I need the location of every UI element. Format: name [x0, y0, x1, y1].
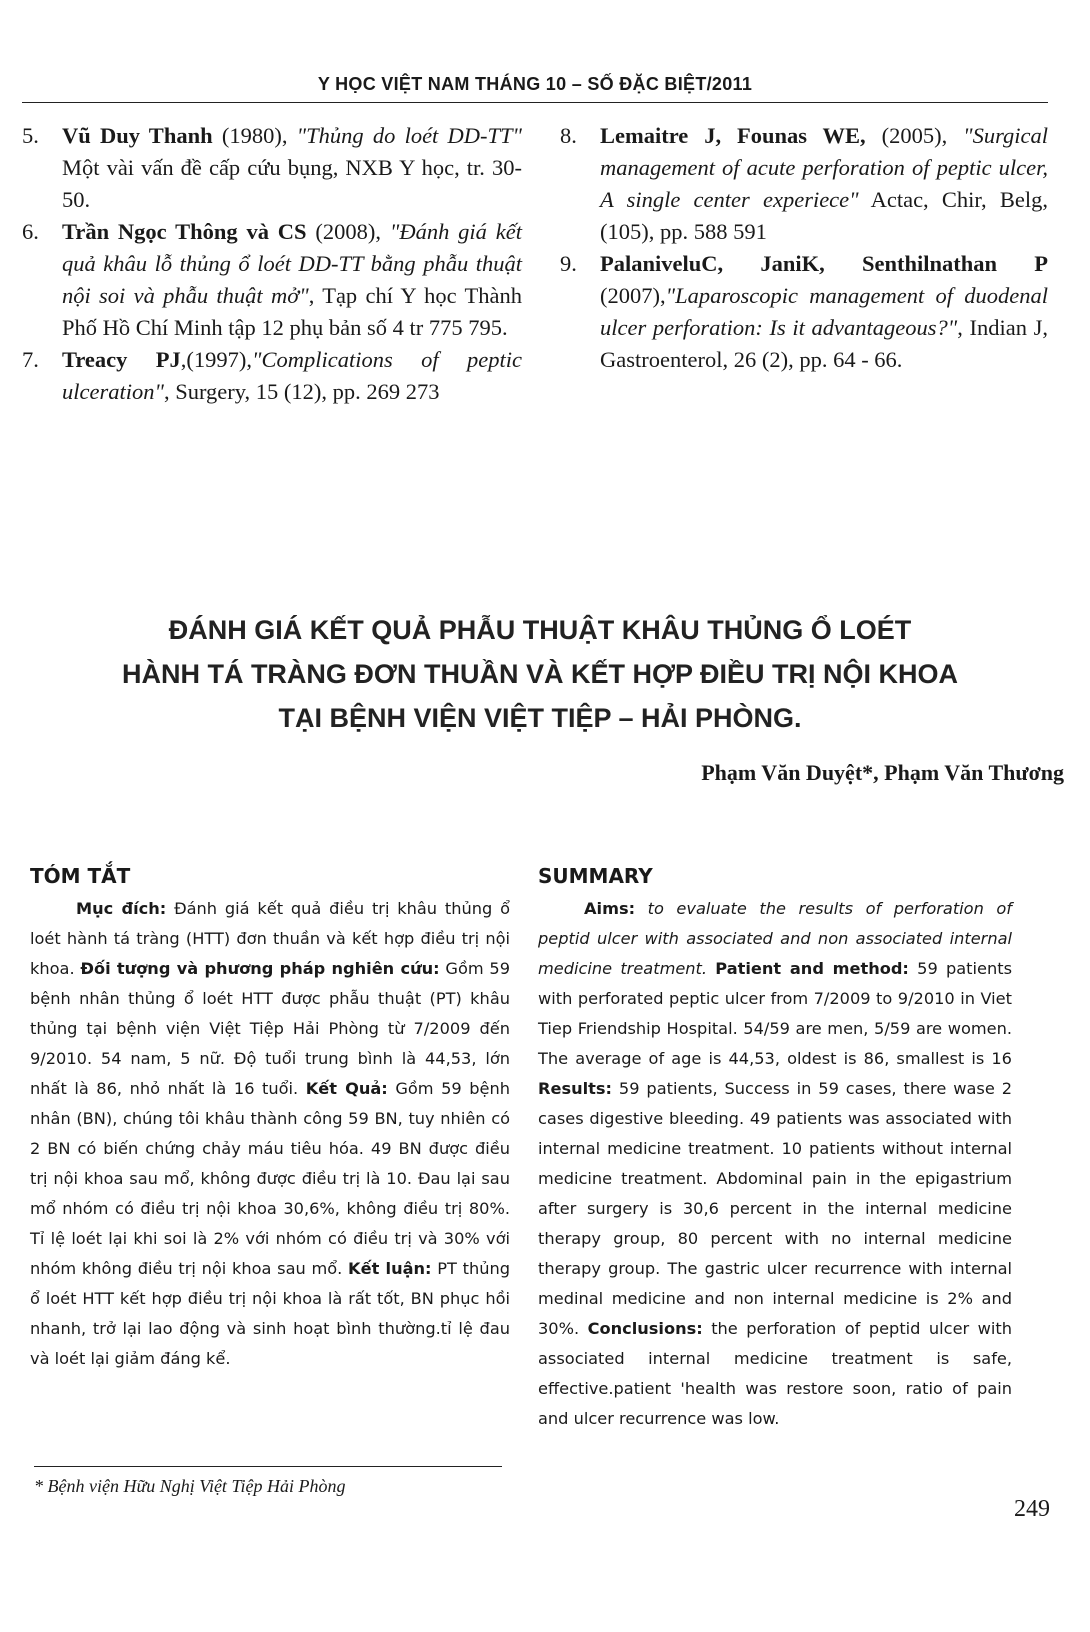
ref-title: "Thủng do loét DD-TT": [296, 123, 522, 148]
page-number: 249: [1014, 1496, 1050, 1522]
ref-title: "Laparoscopic management of duodenal ulcer perforation: Is it advantageous?": [600, 283, 1048, 340]
ref-author: Lemaitre J, Founas WE,: [600, 123, 866, 148]
ref-number: 6.: [22, 219, 39, 244]
title-line: HÀNH TÁ TRÀNG ĐƠN THUẦN VÀ KẾT HỢP ĐIỀU TRỊ NỘI KHOA: [121, 659, 959, 689]
conclusions-label: Conclusions:: [587, 1319, 703, 1338]
ref-year: (2007),: [600, 283, 666, 308]
header-rule: [22, 102, 1048, 103]
ref-year: (2008),: [306, 219, 390, 244]
reference-6: [22, 216, 522, 344]
title-line: TẠI BỆNH VIỆN VIỆT TIỆP – HẢI PHÒNG.: [278, 703, 802, 733]
ref-number: 7.: [22, 347, 39, 372]
result-label: Kết Quả:: [305, 1079, 388, 1098]
ref-title: "Surgical management of acute perforation of peptic ulcer, A single center experiece": [600, 123, 1048, 212]
ref-rest: Actac, Chir, Belg, (105), pp. 588 591: [600, 187, 1048, 244]
ref-rest: , Indian J, Gastroenterol, 26 (2), pp. 64 - 66.: [600, 315, 1048, 372]
aims-text: to evaluate the results of perforation of peptid ulcer with associated and non associated internal medicine treatment.: [538, 899, 1012, 978]
summary-heading: SUMMARY: [538, 864, 653, 888]
ref-author: Vũ Duy Thanh: [62, 123, 213, 148]
footnote-rule: [34, 1466, 502, 1467]
conclusions-text: the perforation of peptid ulcer with associated internal medicine treatment is safe, effective.patient 'health was restore soon, ratio of pain and ulcer recurrence was low.: [538, 1319, 1012, 1428]
conclusion-label: Kết luận:: [348, 1259, 432, 1278]
abstract-vietnamese: [30, 860, 510, 1374]
ref-number: 9.: [560, 251, 577, 276]
ref-author: Treacy PJ: [62, 347, 181, 372]
ref-number: 8.: [560, 123, 577, 148]
ref-rest: , Tạp chí Y học Thành Phố Hồ Chí Minh tập 12 phụ bản số 4 tr 775 795.: [62, 283, 522, 340]
references-left: [22, 120, 522, 408]
reference-5: [22, 120, 522, 216]
title-line: ĐÁNH GIÁ KẾT QUẢ PHẪU THUẬT KHÂU THỦNG Ổ LOÉT: [168, 615, 912, 645]
article-title: [40, 608, 1040, 740]
ref-author: Trần Ngọc Thông và CS: [62, 219, 307, 244]
results-text: 59 patients, Success in 59 cases, there wase 2 cases digestive bleeding. 49 patients was associated with internal medicine treatment. 10 patients without internal medicine treatment. Abdominal pain in the epigastrium after surgery is 30,6 percent in the internal medicine therapy group, 80 percent with no internal medicine therapy group. The gastric ulcer recurrence with internal medinal medicine and non internal medicine is 2% and 30%.: [538, 1079, 1012, 1338]
tomtat-heading: TÓM TẮT: [30, 864, 131, 888]
conclusion-text: PT thủng ổ loét HTT kết hợp điều trị nội khoa là rất tốt, BN phục hồi nhanh, trở lại lao động và sinh hoạt bình thường.tỉ lệ đau và loét lại giảm đáng kể.: [30, 1259, 511, 1368]
summary-body: [538, 894, 1012, 1434]
aims-label: Aims:: [584, 899, 636, 918]
ref-year: (2005),: [865, 123, 964, 148]
method-text: Gồm 59 bệnh nhân thủng ổ loét HTT được phẫu thuật (PT) khâu thủng tại bệnh viện Việt Tiệp Hải Phòng từ 7/2009 đến 9/2010. 54 nam, 5 nữ. Độ tuổi trung bình là 44,53, lớn nhất là 86, nhỏ nhất là 16 tuổi.: [30, 959, 511, 1098]
ref-rest: Một vài vấn đề cấp cứu bụng, NXB Y học, tr. 30-50.: [62, 155, 522, 212]
ref-number: 5.: [22, 123, 39, 148]
ref-title: "Đánh giá kết quả khâu lỗ thủng ổ loét DD-TT bằng phẫu thuật nội soi và phẫu thuật mở": [62, 219, 522, 308]
footnote: * Bệnh viện Hữu Nghị Việt Tiệp Hải Phòng: [34, 1476, 346, 1496]
tomtat-body: [30, 894, 510, 1374]
ref-title: "Complications of peptic ulceration": [62, 347, 522, 404]
abstract-english: [538, 860, 1012, 1434]
journal-header: Y HỌC VIỆT NAM THÁNG 10 – SỐ ĐẶC BIỆT/2011: [317, 74, 753, 94]
ref-year: ,(1997),: [180, 347, 253, 372]
references-right: [560, 120, 1048, 376]
aim-label: Mục đích:: [76, 899, 167, 918]
result-text: Gồm 59 bệnh nhân (BN), chúng tôi khâu thành công 59 BN, tuy nhiên có 2 BN có biến chứng chảy máu tiêu hóa. 49 BN được điều trị nội khoa sau mổ, không được điều trị là 10. Đau lại sau mổ nhóm có điều trị nội khoa 30,6%, không điều trị 80%. Tỉ lệ loét lại khi soi là 2% với nhóm có điều trị và 30% với nhóm không điều trị nội khoa sau mổ.: [30, 1079, 510, 1278]
article-authors: Phạm Văn Duyệt*, Phạm Văn Thương: [701, 760, 1064, 785]
ref-rest: , Surgery, 15 (12), pp. 269 273: [163, 379, 440, 404]
aim-text: Đánh giá kết quả điều trị khâu thủng ổ loét hành tá tràng (HTT) đơn thuần và kết hợp điều trị nội khoa.: [30, 899, 510, 978]
reference-8: [560, 120, 1048, 248]
ref-year: (1980),: [212, 123, 297, 148]
method-label: Đối tượng và phương pháp nghiên cứu:: [80, 959, 440, 978]
method-label: Patient and method:: [715, 959, 909, 978]
results-label: Results:: [538, 1079, 612, 1098]
reference-7: [22, 344, 522, 408]
ref-author: PalaniveluC, JaniK, Senthilnathan P: [600, 251, 1048, 276]
method-text: 59 patients with perforated peptic ulcer from 7/2009 to 9/2010 in Viet Tiep Friendship Hospital. 54/59 are men, 5/59 are women. The average of age is 44,53, oldest is 86, smallest is 16: [538, 959, 1013, 1068]
reference-9: [560, 248, 1048, 376]
